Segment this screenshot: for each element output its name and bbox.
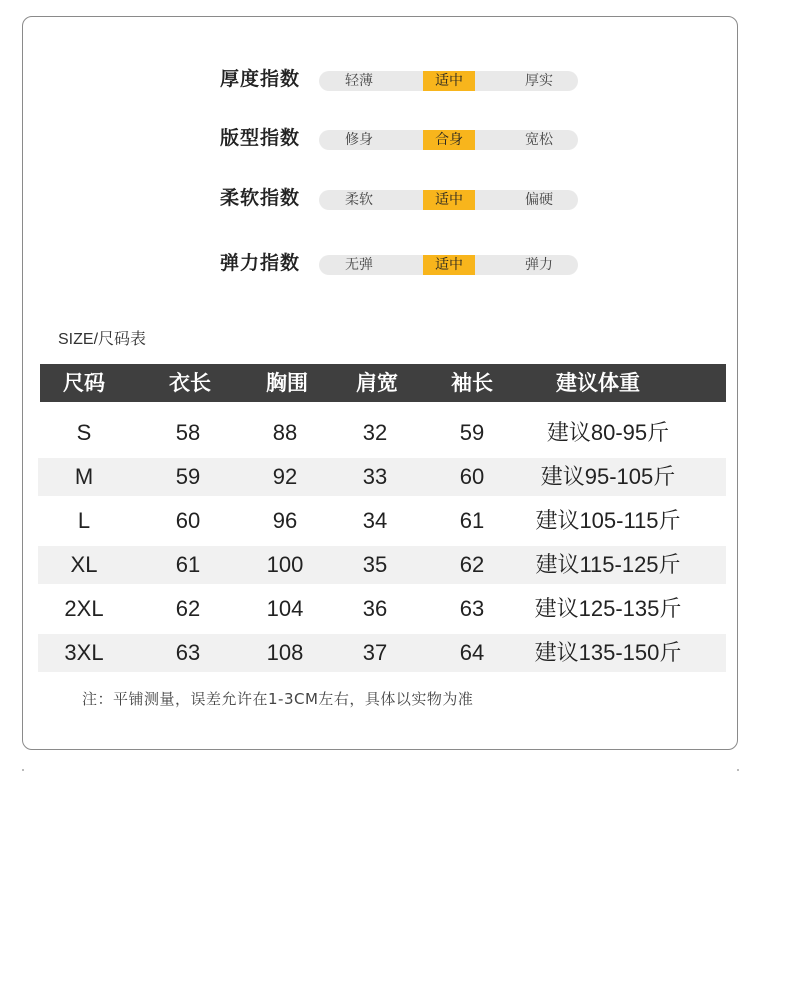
table-row: [38, 414, 726, 452]
index-option: 修身: [345, 132, 373, 148]
cell-size: 3XL: [64, 640, 104, 665]
cell-shoulder: 32: [362, 420, 388, 445]
index-row-softness: [0, 185, 789, 215]
cell-size: 2XL: [64, 596, 104, 621]
index-option: 宽松: [525, 132, 553, 148]
cell-size: XL: [70, 552, 98, 577]
index-option: 弹力: [525, 257, 553, 273]
size-table-title: SIZE/尺码表: [58, 331, 147, 348]
cell-length: 58: [175, 420, 201, 445]
table-row: [38, 590, 726, 628]
cell-sleeve: 62: [459, 552, 485, 577]
measurement-note: 注：平铺测量，误差允许在1-3CM左右，具体以实物为准: [82, 690, 474, 708]
cell-shoulder: 37: [362, 640, 388, 665]
cell-length: 59: [175, 464, 201, 489]
cell-sleeve: 59: [459, 420, 485, 445]
cell-shoulder: 33: [362, 464, 388, 489]
index-label: 厚度指数: [220, 68, 301, 90]
index-bar: [319, 71, 578, 91]
corner-dot-right: [737, 769, 739, 771]
cell-chest: 88: [272, 420, 298, 445]
cell-chest: 96: [272, 508, 298, 533]
index-bar: [319, 255, 578, 275]
index-option: 柔软: [345, 192, 373, 208]
cell-size: M: [74, 464, 94, 489]
cell-chest: 104: [266, 596, 304, 621]
index-label: 版型指数: [220, 127, 301, 149]
cell-sleeve: 64: [459, 640, 485, 665]
corner-dot-left: [22, 769, 24, 771]
cell-shoulder: 35: [362, 552, 388, 577]
index-row-fit: [0, 125, 789, 155]
index-label: 柔软指数: [220, 187, 301, 209]
index-option: 厚实: [525, 73, 553, 89]
index-option-selected: 适中: [423, 71, 475, 91]
cell-chest: 108: [266, 640, 304, 665]
index-option-selected: 适中: [423, 255, 475, 275]
header-sleeve: 袖长: [451, 371, 493, 395]
cell-length: 62: [175, 596, 201, 621]
cell-chest: 92: [272, 464, 298, 489]
index-label: 弹力指数: [220, 252, 301, 274]
table-row: [38, 546, 726, 584]
cell-length: 61: [175, 552, 201, 577]
index-option-selected: 适中: [423, 190, 475, 210]
header-weight: 建议体重: [556, 371, 640, 395]
header-chest: 胸围: [266, 371, 308, 395]
cell-weight: 建议125-135斤: [534, 596, 682, 621]
cell-size: S: [76, 420, 92, 445]
cell-sleeve: 61: [459, 508, 485, 533]
index-bar: [319, 190, 578, 210]
cell-weight: 建议80-95斤: [546, 420, 670, 445]
table-row: [38, 634, 726, 672]
cell-shoulder: 34: [362, 508, 388, 533]
index-row-elasticity: [0, 250, 789, 280]
header-size: 尺码: [63, 371, 105, 395]
index-option: 偏硬: [525, 192, 553, 208]
cell-weight: 建议115-125斤: [535, 552, 681, 577]
index-bar: [319, 130, 578, 150]
cell-length: 60: [175, 508, 201, 533]
cell-weight: 建议95-105斤: [540, 464, 676, 489]
cell-weight: 建议105-115斤: [535, 508, 681, 533]
cell-weight: 建议135-150斤: [534, 640, 682, 665]
cell-size: L: [77, 508, 91, 533]
index-option: 轻薄: [345, 73, 373, 89]
header-shoulder: 肩宽: [356, 371, 398, 395]
table-row: [38, 458, 726, 496]
cell-chest: 100: [266, 552, 304, 577]
index-row-thickness: [0, 66, 789, 96]
index-option-selected: 合身: [423, 130, 475, 150]
cell-length: 63: [175, 640, 201, 665]
cell-sleeve: 63: [459, 596, 485, 621]
size-table-header: [40, 364, 726, 402]
index-option: 无弹: [345, 257, 373, 273]
table-row: [38, 502, 726, 540]
cell-sleeve: 60: [459, 464, 485, 489]
header-length: 衣长: [169, 371, 211, 395]
cell-shoulder: 36: [362, 596, 388, 621]
